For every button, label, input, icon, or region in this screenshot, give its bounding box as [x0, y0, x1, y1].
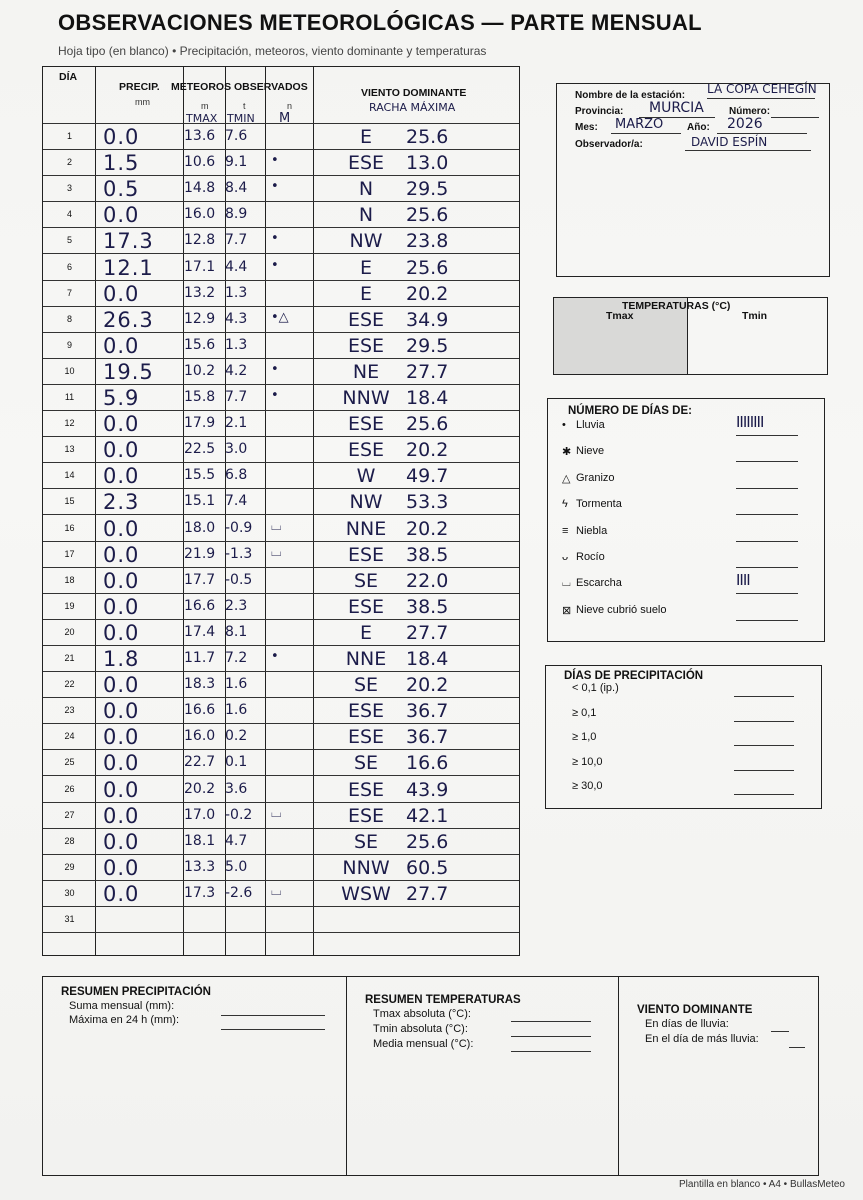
wind-direction[interactable]: SE: [353, 830, 379, 853]
tmin-value[interactable]: -0.9: [225, 519, 253, 536]
wind-direction[interactable]: ESE: [347, 726, 385, 749]
wind-gust[interactable]: 42.1: [406, 804, 449, 827]
table-row: [43, 802, 519, 828]
days-count-label: Escarcha: [576, 577, 622, 590]
days-count-label: Lluvia: [576, 419, 605, 431]
meteor-symbol[interactable]: •: [271, 179, 279, 195]
precip-value[interactable]: 1.8: [103, 647, 140, 671]
precip-threshold-label: ≥ 10,0: [572, 755, 603, 768]
month-label: Mes:: [575, 122, 598, 133]
tmax-value[interactable]: 13.2: [184, 284, 216, 301]
precip-value[interactable]: 0.0: [103, 881, 140, 906]
tmin-value[interactable]: 7.4: [225, 493, 248, 510]
wind-direction[interactable]: SE: [353, 569, 379, 592]
tmin-value[interactable]: 1.6: [225, 702, 248, 719]
day-number: 30: [64, 887, 75, 898]
wind-direction[interactable]: ESE: [347, 595, 385, 618]
wind-gust[interactable]: 38.5: [406, 543, 449, 566]
tmin-value[interactable]: 2.3: [225, 597, 248, 614]
day-number: 15: [64, 496, 75, 507]
col-precip-header: PRECIP.: [119, 81, 160, 93]
days-count-box: [547, 398, 825, 642]
weather-symbol-icon: ϟ: [562, 498, 568, 511]
wind-direction[interactable]: N: [358, 178, 374, 201]
precip-value[interactable]: 17.3: [103, 229, 154, 254]
days-count-label: Niebla: [576, 524, 608, 537]
precip-value[interactable]: 0.0: [103, 829, 140, 854]
tmin-value[interactable]: 4.3: [225, 310, 248, 327]
table-row: [43, 254, 519, 280]
meteor-symbol[interactable]: ⌴: [271, 518, 282, 534]
tmin-label: Tmin: [742, 310, 768, 322]
wind-rain-label: En días de lluvia:: [645, 1018, 729, 1030]
precip-value[interactable]: 19.5: [103, 359, 154, 384]
tmax-label: Tmax: [606, 310, 634, 322]
precip-threshold-label: ≥ 1,0: [572, 731, 597, 743]
col-viento-header: VIENTO DOMINANTE: [361, 87, 467, 99]
tmax-value[interactable]: 15.8: [184, 389, 216, 405]
days-count-label: Granizo: [576, 471, 615, 484]
precip-sum-label: Suma mensual (mm):: [69, 1000, 175, 1012]
meteor-symbol[interactable]: •: [271, 257, 279, 273]
tmin-value[interactable]: 3.6: [225, 780, 248, 797]
precip-value[interactable]: 0.0: [103, 777, 140, 802]
day-number: 14: [64, 470, 75, 481]
wind-direction[interactable]: SE: [353, 674, 379, 697]
day-number: 13: [64, 444, 75, 455]
wind-direction[interactable]: NW: [349, 491, 383, 514]
table-row: [43, 201, 519, 227]
wind-gust[interactable]: 25.6: [406, 256, 449, 279]
wind-gust[interactable]: 13.0: [406, 152, 449, 175]
temperatures-title: TEMPERATURAS (°C): [622, 300, 731, 312]
wind-direction[interactable]: N: [358, 204, 374, 227]
day-number: 21: [64, 653, 75, 663]
year-value[interactable]: 2026: [727, 116, 763, 132]
tmax-value[interactable]: 16.0: [184, 728, 216, 745]
day-number: 26: [64, 783, 75, 794]
number-label: Número:: [729, 106, 771, 117]
table-row: [43, 358, 519, 384]
province-value[interactable]: MURCIA: [649, 100, 704, 116]
precip-value[interactable]: 0.0: [103, 464, 140, 489]
wind-direction[interactable]: ESE: [347, 439, 385, 462]
wind-direction[interactable]: E: [359, 621, 372, 644]
wind-direction[interactable]: NW: [349, 230, 383, 253]
observer-label: Observador/a:: [575, 139, 643, 150]
tmin-value[interactable]: 7.6: [225, 128, 248, 144]
day-number: 22: [64, 679, 75, 690]
precip-threshold-label: < 0,1 (ip.): [572, 682, 619, 694]
station-box: [556, 83, 830, 277]
day-number: 23: [64, 705, 75, 716]
meteor-symbol[interactable]: •: [271, 153, 279, 169]
precip-value[interactable]: 0.0: [103, 438, 140, 463]
meteor-symbol[interactable]: •: [271, 388, 279, 403]
precip-value[interactable]: 26.3: [103, 307, 154, 332]
wind-direction[interactable]: NNE: [345, 517, 387, 540]
meteor-symbol[interactable]: ⌴: [271, 883, 282, 899]
tmin-value[interactable]: 8.9: [225, 206, 248, 223]
days-count-title: NÚMERO DE DÍAS DE:: [568, 405, 692, 417]
day-number: 9: [66, 339, 72, 350]
table-row: [43, 332, 519, 358]
col-meteoros-header: METEOROS OBSERVADOS: [171, 81, 308, 93]
summary-box: [42, 976, 819, 1176]
wind-direction[interactable]: ESE: [347, 334, 385, 357]
precip-value[interactable]: 1.5: [103, 151, 140, 176]
hand-tmax-label: TMAX: [186, 112, 218, 125]
days-count-tally[interactable]: IIIIIIII: [736, 413, 764, 431]
table-row: [43, 645, 519, 671]
tmin-value[interactable]: -0.2: [225, 806, 253, 823]
tmax-value[interactable]: 12.9: [184, 310, 216, 327]
tmin-value[interactable]: 1.3: [225, 336, 248, 353]
wind-direction[interactable]: NNW: [342, 856, 390, 879]
weather-symbol-icon: ≡: [562, 524, 569, 537]
precip-value[interactable]: 5.9: [103, 386, 140, 410]
station-name-label: Nombre de la estación:: [575, 90, 686, 101]
wind-gust[interactable]: 49.7: [406, 465, 449, 488]
wind-gust[interactable]: 53.3: [406, 491, 449, 514]
tmax-value[interactable]: 12.8: [184, 232, 216, 249]
tmin-value[interactable]: 2.1: [225, 415, 248, 432]
page-title: OBSERVACIONES METEOROLÓGICAS — PARTE MENSUAL: [58, 10, 702, 35]
table-row: [43, 515, 519, 541]
precip-value[interactable]: 0.0: [103, 516, 140, 541]
footer-note: Plantilla en blanco • A4 • BullasMeteo: [679, 1179, 845, 1190]
wind-direction[interactable]: SE: [353, 752, 379, 775]
wind-direction[interactable]: W: [356, 465, 376, 488]
wind-gust[interactable]: 20.2: [406, 282, 449, 305]
precip-value[interactable]: 0.0: [103, 620, 140, 645]
tmin-value[interactable]: 1.6: [225, 676, 248, 693]
day-number: 28: [64, 835, 75, 846]
precip-days-box: [545, 665, 822, 809]
precip-value[interactable]: 12.1: [103, 255, 154, 280]
tmax-value[interactable]: 13.6: [184, 128, 216, 144]
unit-mm: mm: [135, 97, 150, 107]
wind-gust[interactable]: 23.8: [406, 230, 449, 253]
days-count-tally[interactable]: IIII: [736, 571, 750, 590]
wind-direction[interactable]: WSW: [341, 882, 391, 905]
wind-direction[interactable]: ESE: [347, 308, 385, 331]
table-row: [43, 776, 519, 802]
table-row: [43, 671, 519, 697]
weather-symbol-icon: •: [562, 419, 566, 431]
observer-value[interactable]: DAVID ESPÍN: [691, 135, 768, 149]
wind-gust[interactable]: 43.9: [406, 778, 449, 801]
weather-symbol-icon: ✱: [562, 446, 572, 459]
tmax-value[interactable]: 10.6: [184, 154, 216, 171]
precip-value[interactable]: 0.0: [103, 568, 140, 593]
precip-value[interactable]: 0.0: [103, 699, 140, 724]
tmax-value[interactable]: 20.2: [184, 780, 216, 797]
precip-value[interactable]: 0.0: [103, 203, 140, 228]
table-row: [43, 227, 519, 253]
day-number: 6: [66, 261, 72, 272]
tmax-value[interactable]: 18.1: [184, 832, 216, 849]
day-number: 5: [66, 235, 72, 246]
meteor-symbol[interactable]: •△: [271, 309, 289, 325]
tmax-value[interactable]: 21.9: [184, 545, 216, 562]
page-subtitle: Hoja tipo (en blanco) • Precipitación, meteoros, viento dominante y temperaturas: [58, 44, 487, 58]
days-count-label: Nieve cubrió suelo: [576, 603, 667, 616]
day-number: 10: [64, 365, 75, 376]
precip-value[interactable]: 0.0: [103, 594, 140, 619]
tmax-value[interactable]: 17.0: [184, 806, 216, 823]
tmax-value[interactable]: 13.3: [184, 858, 216, 875]
temp-tmin-label: Tmin absoluta (°C):: [373, 1023, 468, 1035]
table-row: [43, 488, 519, 514]
precip-value[interactable]: 0.0: [103, 542, 140, 567]
temp-tmax-label: Tmax absoluta (°C):: [373, 1008, 471, 1020]
wind-gust[interactable]: 29.5: [406, 334, 449, 357]
province-label: Provincia:: [575, 106, 624, 117]
table-row: [43, 723, 519, 749]
tmax-value[interactable]: 14.8: [184, 180, 216, 197]
wind-gust[interactable]: 18.4: [406, 387, 449, 409]
precip-max-label: Máxima en 24 h (mm):: [69, 1014, 180, 1026]
tmin-value[interactable]: 0.1: [225, 754, 248, 771]
weather-symbol-icon: △: [562, 472, 571, 485]
tmax-value[interactable]: 17.1: [184, 258, 216, 275]
tmax-value[interactable]: 17.4: [184, 623, 216, 640]
day-number: 8: [66, 313, 72, 324]
meteor-symbol[interactable]: •: [271, 649, 279, 664]
tmin-value[interactable]: 1.3: [225, 284, 248, 301]
precip-value[interactable]: 0.0: [103, 412, 140, 437]
tmin-value[interactable]: 4.7: [225, 832, 248, 849]
day-number: 31: [64, 914, 75, 924]
unit-m: m: [201, 101, 209, 111]
wind-direction[interactable]: ESE: [347, 700, 385, 723]
day-number: 7: [66, 287, 72, 298]
wind-gust[interactable]: 27.7: [406, 882, 449, 905]
wind-gust[interactable]: 25.6: [406, 413, 449, 436]
tmin-value[interactable]: 3.0: [225, 441, 248, 458]
wind-direction[interactable]: E: [359, 256, 372, 279]
day-number: 11: [64, 392, 75, 402]
table-row: [43, 749, 519, 775]
tmin-value[interactable]: 5.0: [225, 858, 248, 875]
tmax-value[interactable]: 16.6: [184, 702, 216, 719]
wind-direction[interactable]: ESE: [347, 413, 385, 436]
weather-symbol-icon: ᴗ: [562, 551, 569, 563]
precip-value[interactable]: 0.0: [103, 281, 140, 306]
meteor-symbol[interactable]: ⌴: [271, 805, 282, 821]
days-count-label: Tormenta: [576, 498, 622, 511]
wind-gust[interactable]: 34.9: [406, 308, 449, 331]
tmax-value[interactable]: 15.5: [184, 467, 216, 484]
precip-threshold-label: ≥ 30,0: [572, 780, 603, 792]
days-count-label: Rocío: [576, 551, 605, 563]
weather-symbol-icon: ⊠: [562, 604, 572, 617]
weather-symbol-icon: ⌴: [562, 577, 571, 590]
wind-direction[interactable]: ESE: [347, 804, 385, 827]
tmin-value[interactable]: 4.4: [225, 258, 248, 275]
precip-value[interactable]: 0.0: [103, 673, 140, 698]
hand-racha-label: RACHA MÁXIMA: [369, 101, 456, 114]
wind-gust[interactable]: 20.2: [406, 517, 449, 540]
wind-direction[interactable]: ESE: [347, 152, 385, 175]
table-row: [43, 410, 519, 436]
precip-value[interactable]: 0.0: [103, 333, 140, 358]
table-row: [43, 567, 519, 593]
day-number: 3: [66, 183, 72, 194]
day-number: 12: [64, 418, 75, 429]
precip-value[interactable]: 0.0: [103, 751, 140, 776]
tmin-value[interactable]: 7.7: [225, 389, 248, 405]
table-row: [43, 436, 519, 462]
wind-gust[interactable]: 22.0: [406, 569, 449, 592]
tmin-value[interactable]: 9.1: [225, 154, 248, 171]
temp-mean-label: Media mensual (°C):: [373, 1038, 474, 1050]
tmax-value[interactable]: 18.3: [184, 676, 216, 693]
unit-n: n: [287, 101, 293, 111]
wind-gust[interactable]: 27.7: [406, 360, 449, 383]
hand-m-label: M: [279, 111, 291, 126]
precip-value[interactable]: 0.0: [103, 803, 140, 828]
wind-gust[interactable]: 25.6: [406, 126, 449, 148]
precip-threshold-label: ≥ 0,1: [572, 706, 597, 719]
day-number: 25: [64, 757, 75, 768]
table-row: [43, 593, 519, 619]
tmin-value[interactable]: -0.5: [225, 571, 253, 588]
unit-t: t: [243, 101, 246, 111]
precip-value[interactable]: 2.3: [103, 490, 140, 515]
tmin-value[interactable]: 6.8: [225, 467, 248, 484]
table-row: [43, 619, 519, 645]
wind-gust[interactable]: 60.5: [406, 856, 449, 879]
precip-value[interactable]: 0.0: [103, 725, 140, 750]
table-row: [43, 462, 519, 488]
day-number: 2: [66, 157, 72, 168]
tmin-value[interactable]: -1.3: [225, 545, 253, 562]
hand-tmin-label: TMIN: [227, 112, 255, 125]
tmax-value[interactable]: 16.0: [184, 206, 216, 223]
table-row: [43, 828, 519, 854]
temp-summary-title: RESUMEN TEMPERATURAS: [365, 994, 521, 1006]
wind-gust[interactable]: 27.7: [406, 621, 449, 644]
wind-summary-title: VIENTO DOMINANTE: [637, 1004, 753, 1016]
wind-gust[interactable]: 36.7: [406, 700, 449, 723]
meteor-symbol[interactable]: ⌴: [271, 544, 282, 560]
wind-gust[interactable]: 20.2: [406, 674, 449, 697]
day-number: 18: [64, 574, 75, 585]
precip-days-title: DÍAS DE PRECIPITACIÓN: [564, 670, 704, 682]
wind-gust[interactable]: 16.6: [406, 752, 449, 775]
day-number: 1: [66, 131, 72, 141]
table-row: [43, 306, 519, 332]
day-number: 29: [64, 861, 75, 872]
daily-observations-table: [42, 66, 520, 956]
day-number: 16: [64, 522, 75, 533]
wind-gust[interactable]: 29.5: [406, 178, 449, 201]
tmin-value[interactable]: -2.6: [225, 884, 253, 901]
col-dia-header: DÍA: [59, 71, 78, 83]
precip-value[interactable]: 0.0: [103, 855, 140, 880]
tmax-value[interactable]: 17.9: [184, 415, 216, 432]
days-count-label: Nieve: [576, 445, 605, 458]
tmin-value[interactable]: 8.4: [225, 180, 248, 197]
wind-gust[interactable]: 25.6: [406, 830, 449, 853]
tmin-value[interactable]: 0.2: [225, 728, 248, 745]
tmin-value[interactable]: 7.2: [225, 650, 248, 666]
tmax-value[interactable]: 17.3: [184, 884, 216, 901]
temperatures-box: [553, 297, 828, 375]
day-number: 20: [64, 626, 75, 637]
month-value[interactable]: MARZO: [615, 117, 664, 132]
wind-direction[interactable]: ESE: [347, 543, 385, 566]
wind-direction[interactable]: E: [359, 126, 372, 148]
tmax-value[interactable]: 16.6: [184, 597, 216, 614]
tmax-value[interactable]: 15.6: [184, 336, 216, 353]
meteor-symbol[interactable]: •: [271, 361, 279, 377]
tmin-value[interactable]: 7.7: [225, 232, 248, 249]
wind-direction[interactable]: NE: [352, 360, 380, 383]
day-number: 17: [64, 548, 75, 559]
tmax-value[interactable]: 22.5: [184, 441, 216, 458]
table-row: [43, 123, 519, 149]
precip-value[interactable]: 0.0: [103, 125, 140, 149]
meteor-symbol[interactable]: •: [271, 231, 279, 247]
table-row: [43, 906, 519, 932]
wind-direction[interactable]: NNE: [345, 648, 387, 670]
wind-gust[interactable]: 20.2: [406, 439, 449, 462]
tmax-value[interactable]: 10.2: [184, 362, 216, 379]
wind-direction[interactable]: NNW: [342, 387, 390, 409]
tmin-value[interactable]: 4.2: [225, 362, 248, 379]
precip-value[interactable]: 0.5: [103, 177, 140, 202]
table-row: [43, 697, 519, 723]
day-number: 19: [64, 600, 75, 611]
tmax-value[interactable]: 22.7: [184, 754, 216, 771]
precip-summary-title: RESUMEN PRECIPITACIÓN: [61, 986, 211, 998]
tmax-value[interactable]: 18.0: [184, 519, 216, 536]
table-row: [43, 880, 519, 906]
table-row: [43, 175, 519, 201]
wind-most-label: En el día de más lluvia:: [645, 1033, 759, 1045]
tmax-value[interactable]: 15.1: [184, 493, 216, 510]
tmax-value[interactable]: 17.7: [184, 571, 216, 588]
wind-gust[interactable]: 38.5: [406, 595, 449, 618]
day-number: 24: [64, 731, 75, 742]
wind-direction[interactable]: E: [359, 282, 372, 305]
table-row: [43, 149, 519, 175]
tmin-value[interactable]: 8.1: [225, 623, 248, 640]
day-number: 4: [66, 209, 72, 220]
wind-gust[interactable]: 36.7: [406, 726, 449, 749]
table-row: [43, 854, 519, 880]
tmax-value[interactable]: 11.7: [184, 650, 216, 666]
table-row: [43, 541, 519, 567]
wind-gust[interactable]: 18.4: [406, 648, 449, 670]
wind-direction[interactable]: ESE: [347, 778, 385, 801]
day-number: 27: [64, 809, 75, 820]
table-row: [43, 280, 519, 306]
table-row: [43, 384, 519, 410]
wind-gust[interactable]: 25.6: [406, 204, 449, 227]
year-label: Año:: [687, 122, 710, 133]
station-name-value[interactable]: LA COPA CEHEGÍN: [707, 82, 817, 96]
